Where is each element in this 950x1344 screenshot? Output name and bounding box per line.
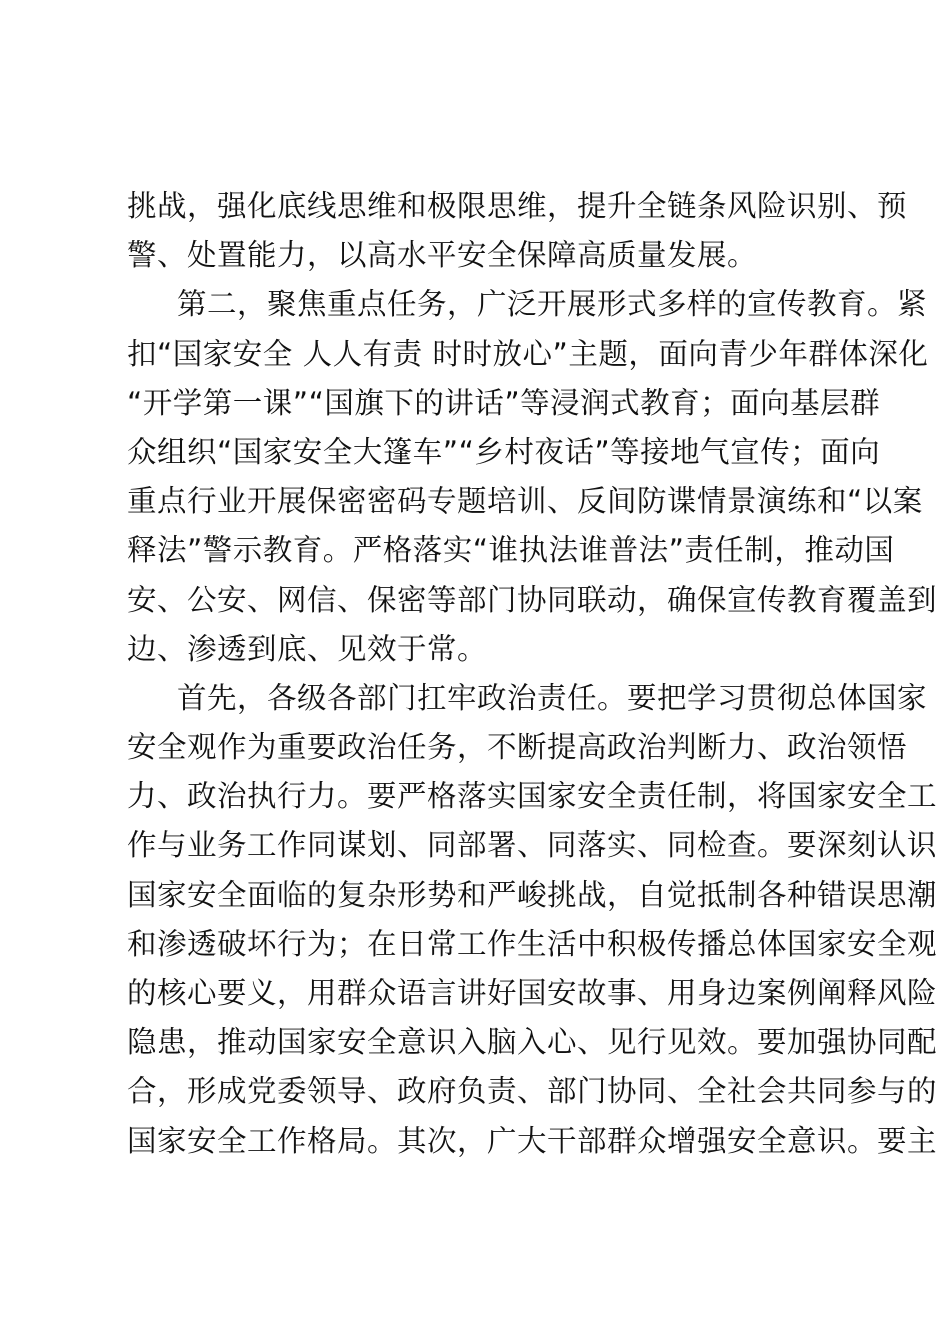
text-line: 合，形成党委领导、政府负责、部门协同、全社会共同参与的 [127, 1074, 938, 1109]
text-line: 力、政治执行力。要严格落实国家安全责任制，将国家安全工 [127, 779, 938, 814]
text-run: 紧 [897, 287, 928, 322]
text-line: 边、渗透到底、见效于常。 [127, 631, 488, 666]
text-line: 众组织“国家安全大篷车”“乡村夜话”等接地气宣传；面向 [127, 434, 881, 469]
text-line: 的核心要义，用群众语言讲好国安故事、用身边案例阐释风险 [127, 976, 938, 1010]
text-line: 隐患，推动国家安全意识入脑入心、见行见效。要加强协同配 [127, 1025, 938, 1060]
text-line: 安、公安、网信、保密等部门协同联动，确保宣传教育覆盖到 [127, 582, 938, 617]
paragraph-political-responsibility [127, 674, 938, 1166]
text-line: “开学第一课”“国旗下的讲话”等浸润式教育；面向基层群 [127, 385, 881, 420]
document-body [127, 182, 938, 1166]
text-line-first: 首先，各级各部门扛牢政治责任。要把学习贯彻总体国家 [177, 680, 928, 715]
text-line: 安全观作为重要政治任务，不断提高政治判断力、政治领悟 [127, 730, 908, 765]
text-line: 国家安全面临的复杂形势和严峻挑战，自觉抵制各种错误思潮 [127, 877, 938, 912]
text-line: 扣“国家安全 人人有责 时时放心”主题，面向青少年群体深化 [127, 336, 929, 371]
paragraph-heading: 第二，聚焦重点任务，广泛开展形式多样的宣传教育。 [177, 287, 898, 322]
text-line: 和渗透破坏行为；在日常工作生活中积极传播总体国家安全观 [127, 926, 938, 961]
text-line: 释法”警示教育。严格落实“谁执法谁普法”责任制，推动国 [127, 533, 895, 568]
text-line: 挑战，强化底线思维和极限思维，提升全链条风险识别、预 [127, 189, 908, 223]
text-line: 作与业务工作同谋划、同部署、同落实、同检查。要深刻认识 [127, 828, 938, 863]
paragraph-continuation [127, 182, 908, 280]
text-line: 警、处置能力，以高水平安全保障高质量发展。 [127, 238, 758, 273]
text-line-first [127, 280, 928, 329]
paragraph-second-task [127, 280, 938, 674]
text-line: 国家安全工作格局。其次，广大干部群众增强安全意识。要主 [127, 1123, 938, 1158]
text-line: 重点行业开展保密密码专题培训、反间防谍情景演练和“以案 [127, 484, 923, 519]
